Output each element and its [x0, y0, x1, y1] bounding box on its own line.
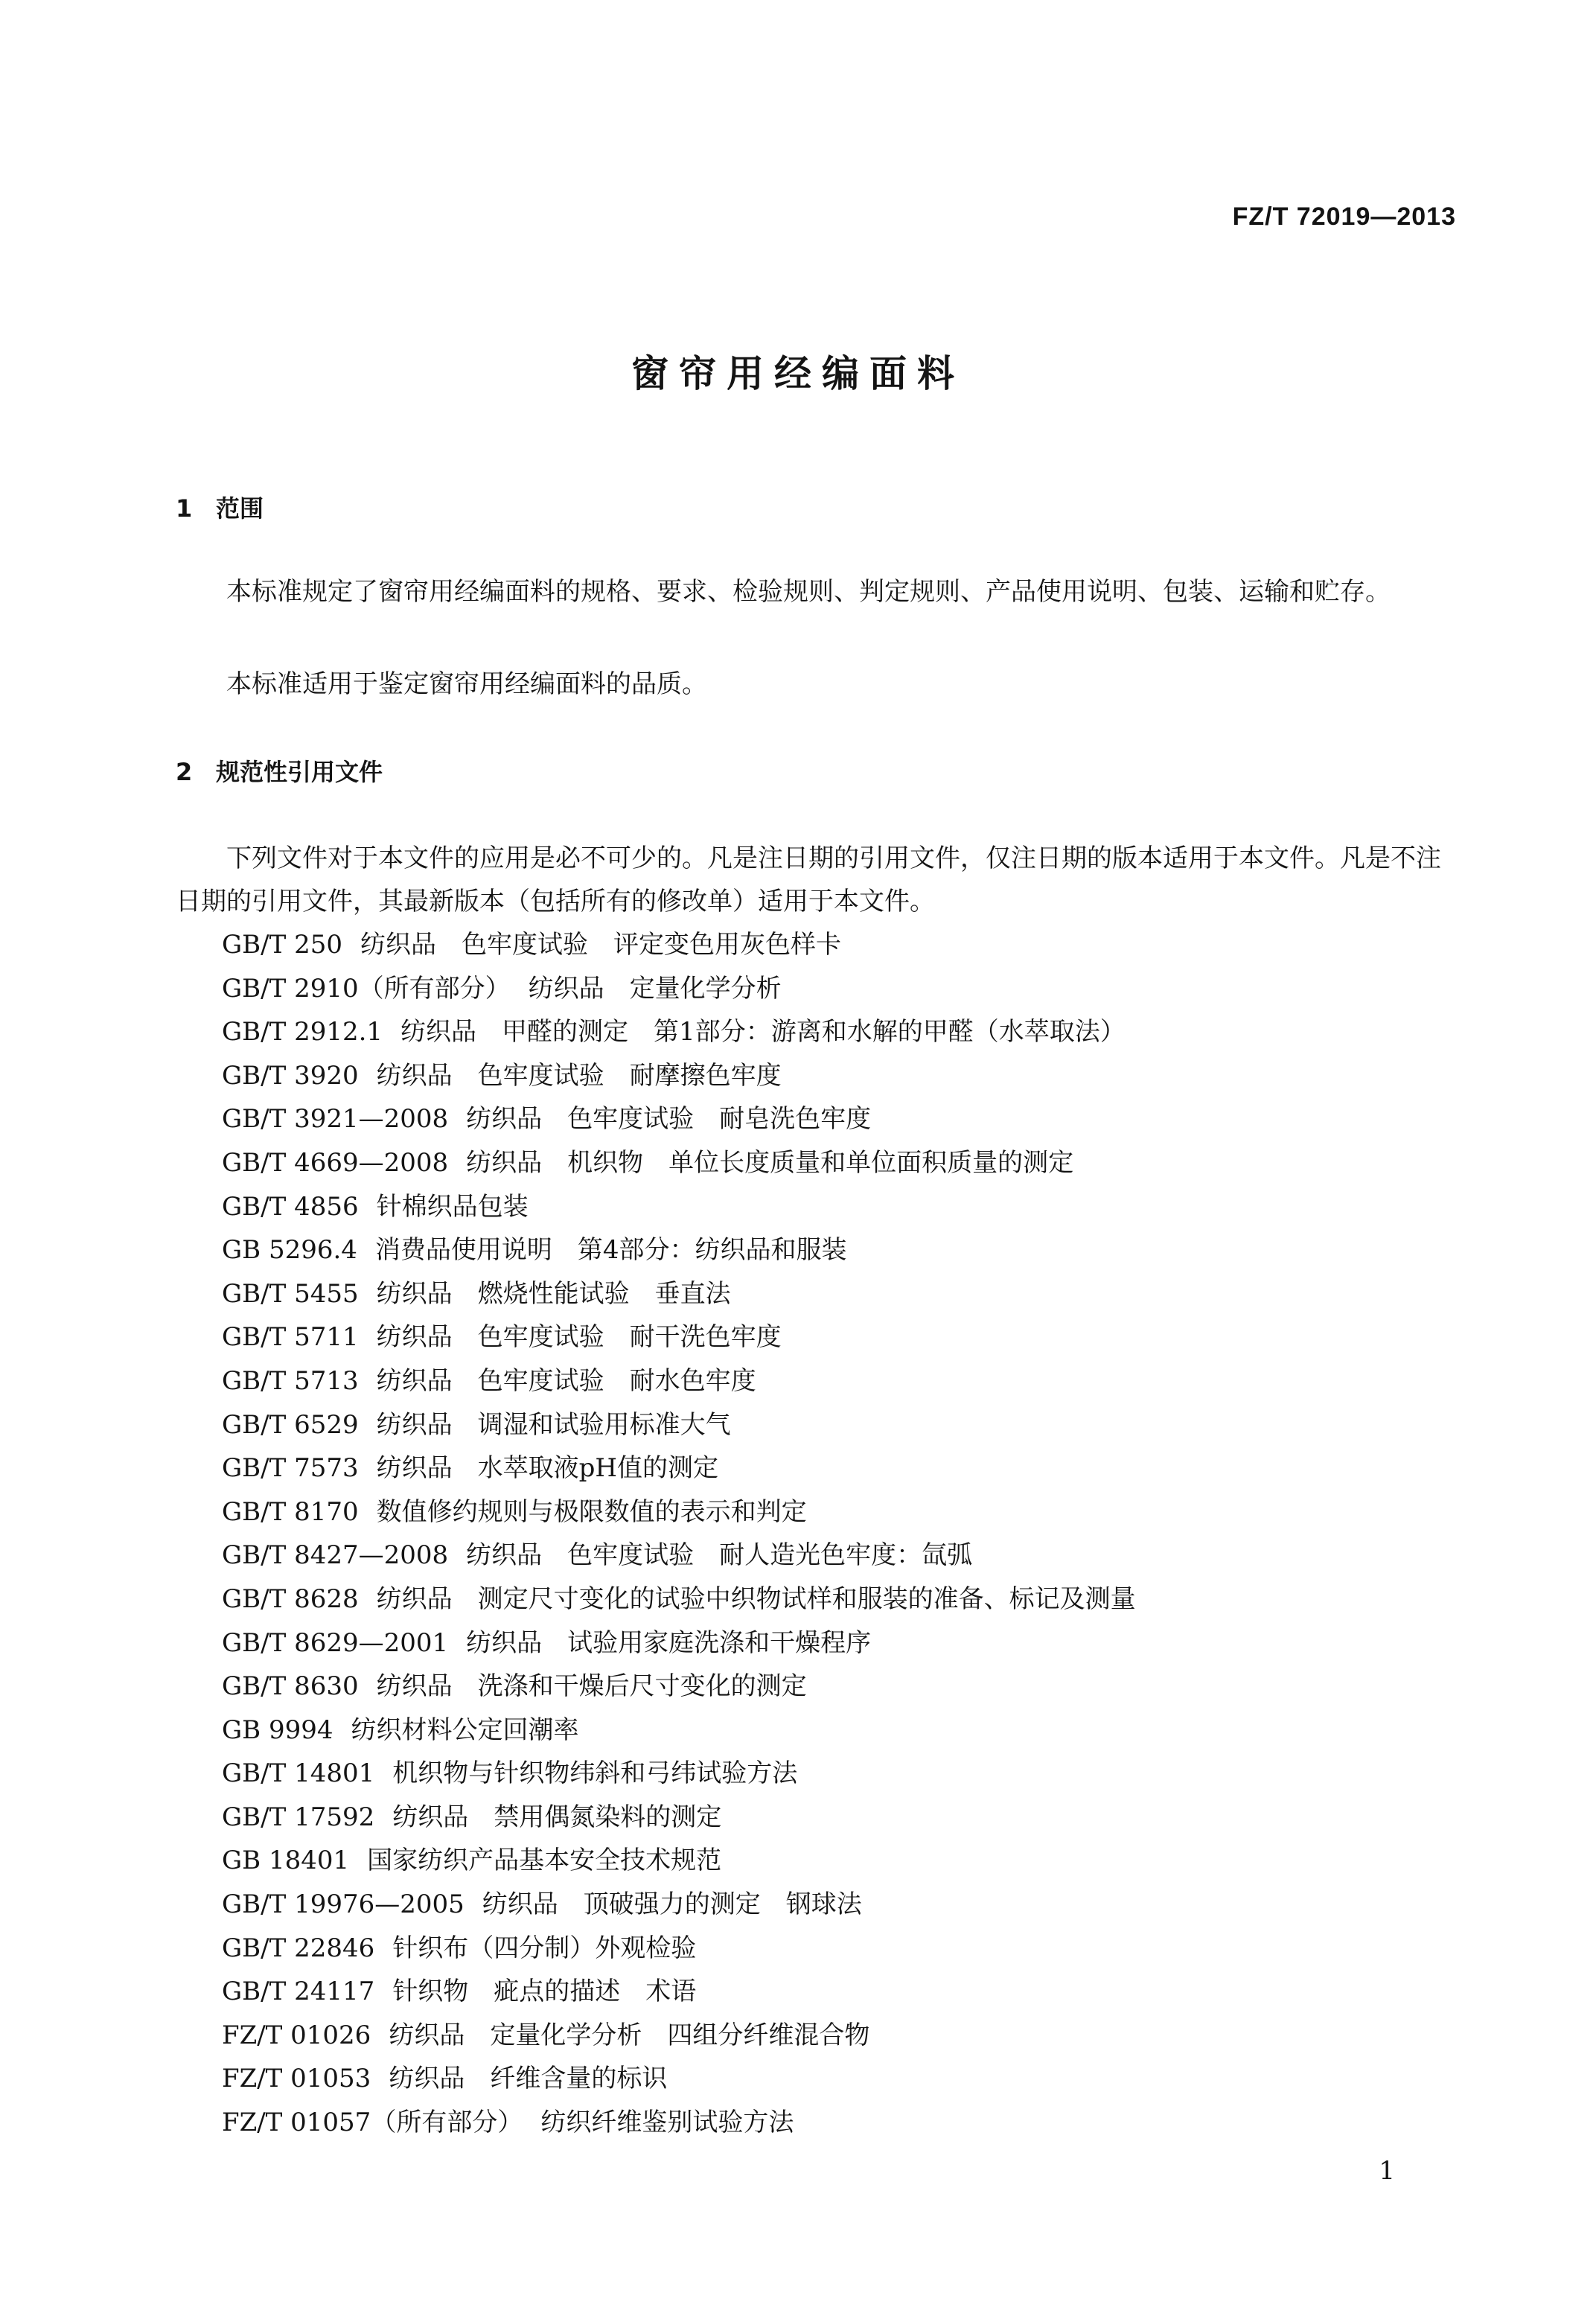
reference-title: 纺织品 测定尺寸变化的试验中织物试样和服装的准备、标记及测量 — [376, 1583, 1136, 1614]
reference-item — [222, 1490, 1136, 1534]
reference-code: FZ/T 01026 — [222, 2020, 371, 2050]
reference-item — [222, 1185, 1136, 1229]
section-number: 1 — [176, 494, 193, 523]
reference-code: GB/T 19976—2005 — [222, 1889, 465, 1920]
reference-item — [222, 1403, 1136, 1447]
reference-title: 纺织品 色牢度试验 耐干洗色牢度 — [376, 1322, 782, 1353]
reference-title: 纺织品 燃烧性能试验 垂直法 — [376, 1278, 731, 1309]
reference-code: FZ/T 01053 — [222, 2064, 371, 2094]
reference-item — [222, 967, 1136, 1011]
reference-title: 针织布（四分制）外观检验 — [392, 1933, 697, 1963]
reference-item — [222, 1709, 1136, 1752]
reference-title: 纺织品 水萃取液pH值的测定 — [376, 1453, 719, 1484]
reference-code: GB/T 14801 — [222, 1758, 375, 1789]
reference-code: GB/T 8630 — [222, 1671, 359, 1702]
reference-title: 纺织纤维鉴别试验方法 — [540, 2108, 794, 2138]
reference-item — [222, 923, 1136, 967]
reference-item — [222, 1970, 1136, 2014]
standard-number: FZ/T 72019—2013 — [1232, 202, 1456, 231]
reference-code: GB/T 8170 — [222, 1496, 359, 1527]
reference-code: GB/T 250 — [222, 930, 342, 960]
reference-code: GB/T 8628 — [222, 1583, 359, 1614]
reference-code: GB 5296.4 — [222, 1235, 357, 1266]
reference-code: GB/T 5455 — [222, 1278, 359, 1309]
reference-title: 数值修约规则与极限数值的表示和判定 — [376, 1496, 807, 1527]
section-title: 规范性引用文件 — [216, 758, 383, 786]
reference-title: 针织物 疵点的描述 术语 — [392, 1977, 697, 2007]
reference-title: 纺织品 甲醛的测定 第1部分：游离和水解的甲醛（水萃取法） — [400, 1017, 1126, 1047]
reference-code: FZ/T 01057（所有部分） — [222, 2108, 523, 2138]
reference-item — [222, 1839, 1136, 1883]
reference-title: 纺织品 禁用偶氮染料的测定 — [392, 1802, 722, 1832]
reference-item — [222, 1010, 1136, 1054]
reference-item — [222, 1883, 1136, 1927]
reference-item — [222, 1665, 1136, 1709]
reference-title: 消费品使用说明 第4部分：纺织品和服装 — [374, 1235, 847, 1266]
reference-item — [222, 1796, 1136, 1840]
reference-item — [222, 1228, 1136, 1272]
reference-item — [222, 2014, 1136, 2058]
reference-item — [222, 1752, 1136, 1796]
reference-title: 纺织品 色牢度试验 耐皂洗色牢度 — [466, 1104, 872, 1135]
section-2-heading — [176, 753, 383, 788]
reference-code: GB/T 2912.1 — [222, 1017, 383, 1047]
reference-item — [222, 1054, 1136, 1098]
reference-title: 纺织品 定量化学分析 四组分纤维混合物 — [389, 2020, 870, 2050]
reference-code: GB/T 17592 — [222, 1802, 375, 1832]
section-1-paragraph-2: 本标准适用于鉴定窗帘用经编面料的品质。 — [226, 669, 707, 699]
reference-item — [222, 1621, 1136, 1665]
reference-title: 纺织品 试验用家庭洗涤和干燥程序 — [466, 1627, 872, 1658]
reference-code: GB/T 6529 — [222, 1409, 359, 1440]
reference-code: GB/T 22846 — [222, 1933, 375, 1963]
reference-title: 纺织品 色牢度试验 耐水色牢度 — [376, 1365, 756, 1396]
reference-title: 纺织品 色牢度试验 耐人造光色牢度：氙弧 — [466, 1540, 973, 1571]
reference-item — [222, 1141, 1136, 1185]
reference-code: GB/T 3921—2008 — [222, 1104, 449, 1135]
normative-references-list — [222, 923, 1136, 2145]
reference-code: GB/T 8629—2001 — [222, 1627, 449, 1658]
reference-item — [222, 1359, 1136, 1403]
reference-item — [222, 1315, 1136, 1359]
reference-code: GB/T 3920 — [222, 1060, 359, 1091]
section-number: 2 — [176, 758, 193, 786]
reference-item — [222, 1927, 1136, 1971]
section-title: 范围 — [216, 494, 264, 523]
reference-title: 纺织材料公定回潮率 — [351, 1715, 579, 1745]
page-number: 1 — [1379, 2156, 1395, 2186]
reference-item — [222, 2101, 1136, 2145]
reference-code: GB/T 4856 — [222, 1191, 359, 1222]
reference-title: 机织物与针织物纬斜和弓纬试验方法 — [392, 1758, 798, 1789]
reference-title: 纺织品 纤维含量的标识 — [389, 2064, 668, 2094]
reference-title: 针棉织品包装 — [376, 1191, 529, 1222]
reference-title: 纺织品 色牢度试验 评定变色用灰色样卡 — [360, 930, 841, 960]
reference-code: GB/T 7573 — [222, 1453, 359, 1484]
section-2-paragraph-1: 下列文件对于本文件的应用是必不可少的。凡是注日期的引用文件，仅注日期的版本适用于本文件。凡是不注日期的引用文件，其最新版本（包括所有的修改单）适用于本文件。 — [176, 843, 1441, 916]
document-title: 窗帘用经编面料 — [631, 352, 965, 395]
reference-item — [222, 2057, 1136, 2101]
reference-item — [222, 1578, 1136, 1621]
reference-code: GB 18401 — [222, 1846, 350, 1876]
reference-code: GB/T 8427—2008 — [222, 1540, 449, 1571]
reference-title: 纺织品 顶破强力的测定 钢球法 — [482, 1889, 862, 1920]
reference-code: GB/T 24117 — [222, 1977, 375, 2007]
reference-title: 纺织品 洗涤和干燥后尺寸变化的测定 — [376, 1671, 807, 1702]
reference-item — [222, 1272, 1136, 1316]
reference-code: GB/T 5713 — [222, 1365, 359, 1396]
reference-item — [222, 1447, 1136, 1490]
reference-code: GB/T 2910（所有部分） — [222, 973, 511, 1004]
reference-title: 纺织品 机织物 单位长度质量和单位面积质量的测定 — [466, 1147, 1074, 1178]
section-1-paragraph-1: 本标准规定了窗帘用经编面料的规格、要求、检验规则、判定规则、产品使用说明、包装、运输和贮存。 — [226, 577, 1391, 607]
reference-code: GB 9994 — [222, 1715, 333, 1745]
reference-title: 国家纺织产品基本安全技术规范 — [367, 1846, 722, 1876]
reference-item — [222, 1097, 1136, 1141]
section-1-heading — [176, 490, 264, 524]
reference-code: GB/T 4669—2008 — [222, 1147, 449, 1178]
reference-title: 纺织品 定量化学分析 — [528, 973, 782, 1004]
reference-code: GB/T 5711 — [222, 1322, 359, 1353]
reference-item — [222, 1534, 1136, 1578]
reference-title: 纺织品 色牢度试验 耐摩擦色牢度 — [376, 1060, 782, 1091]
reference-title: 纺织品 调湿和试验用标准大气 — [376, 1409, 731, 1440]
